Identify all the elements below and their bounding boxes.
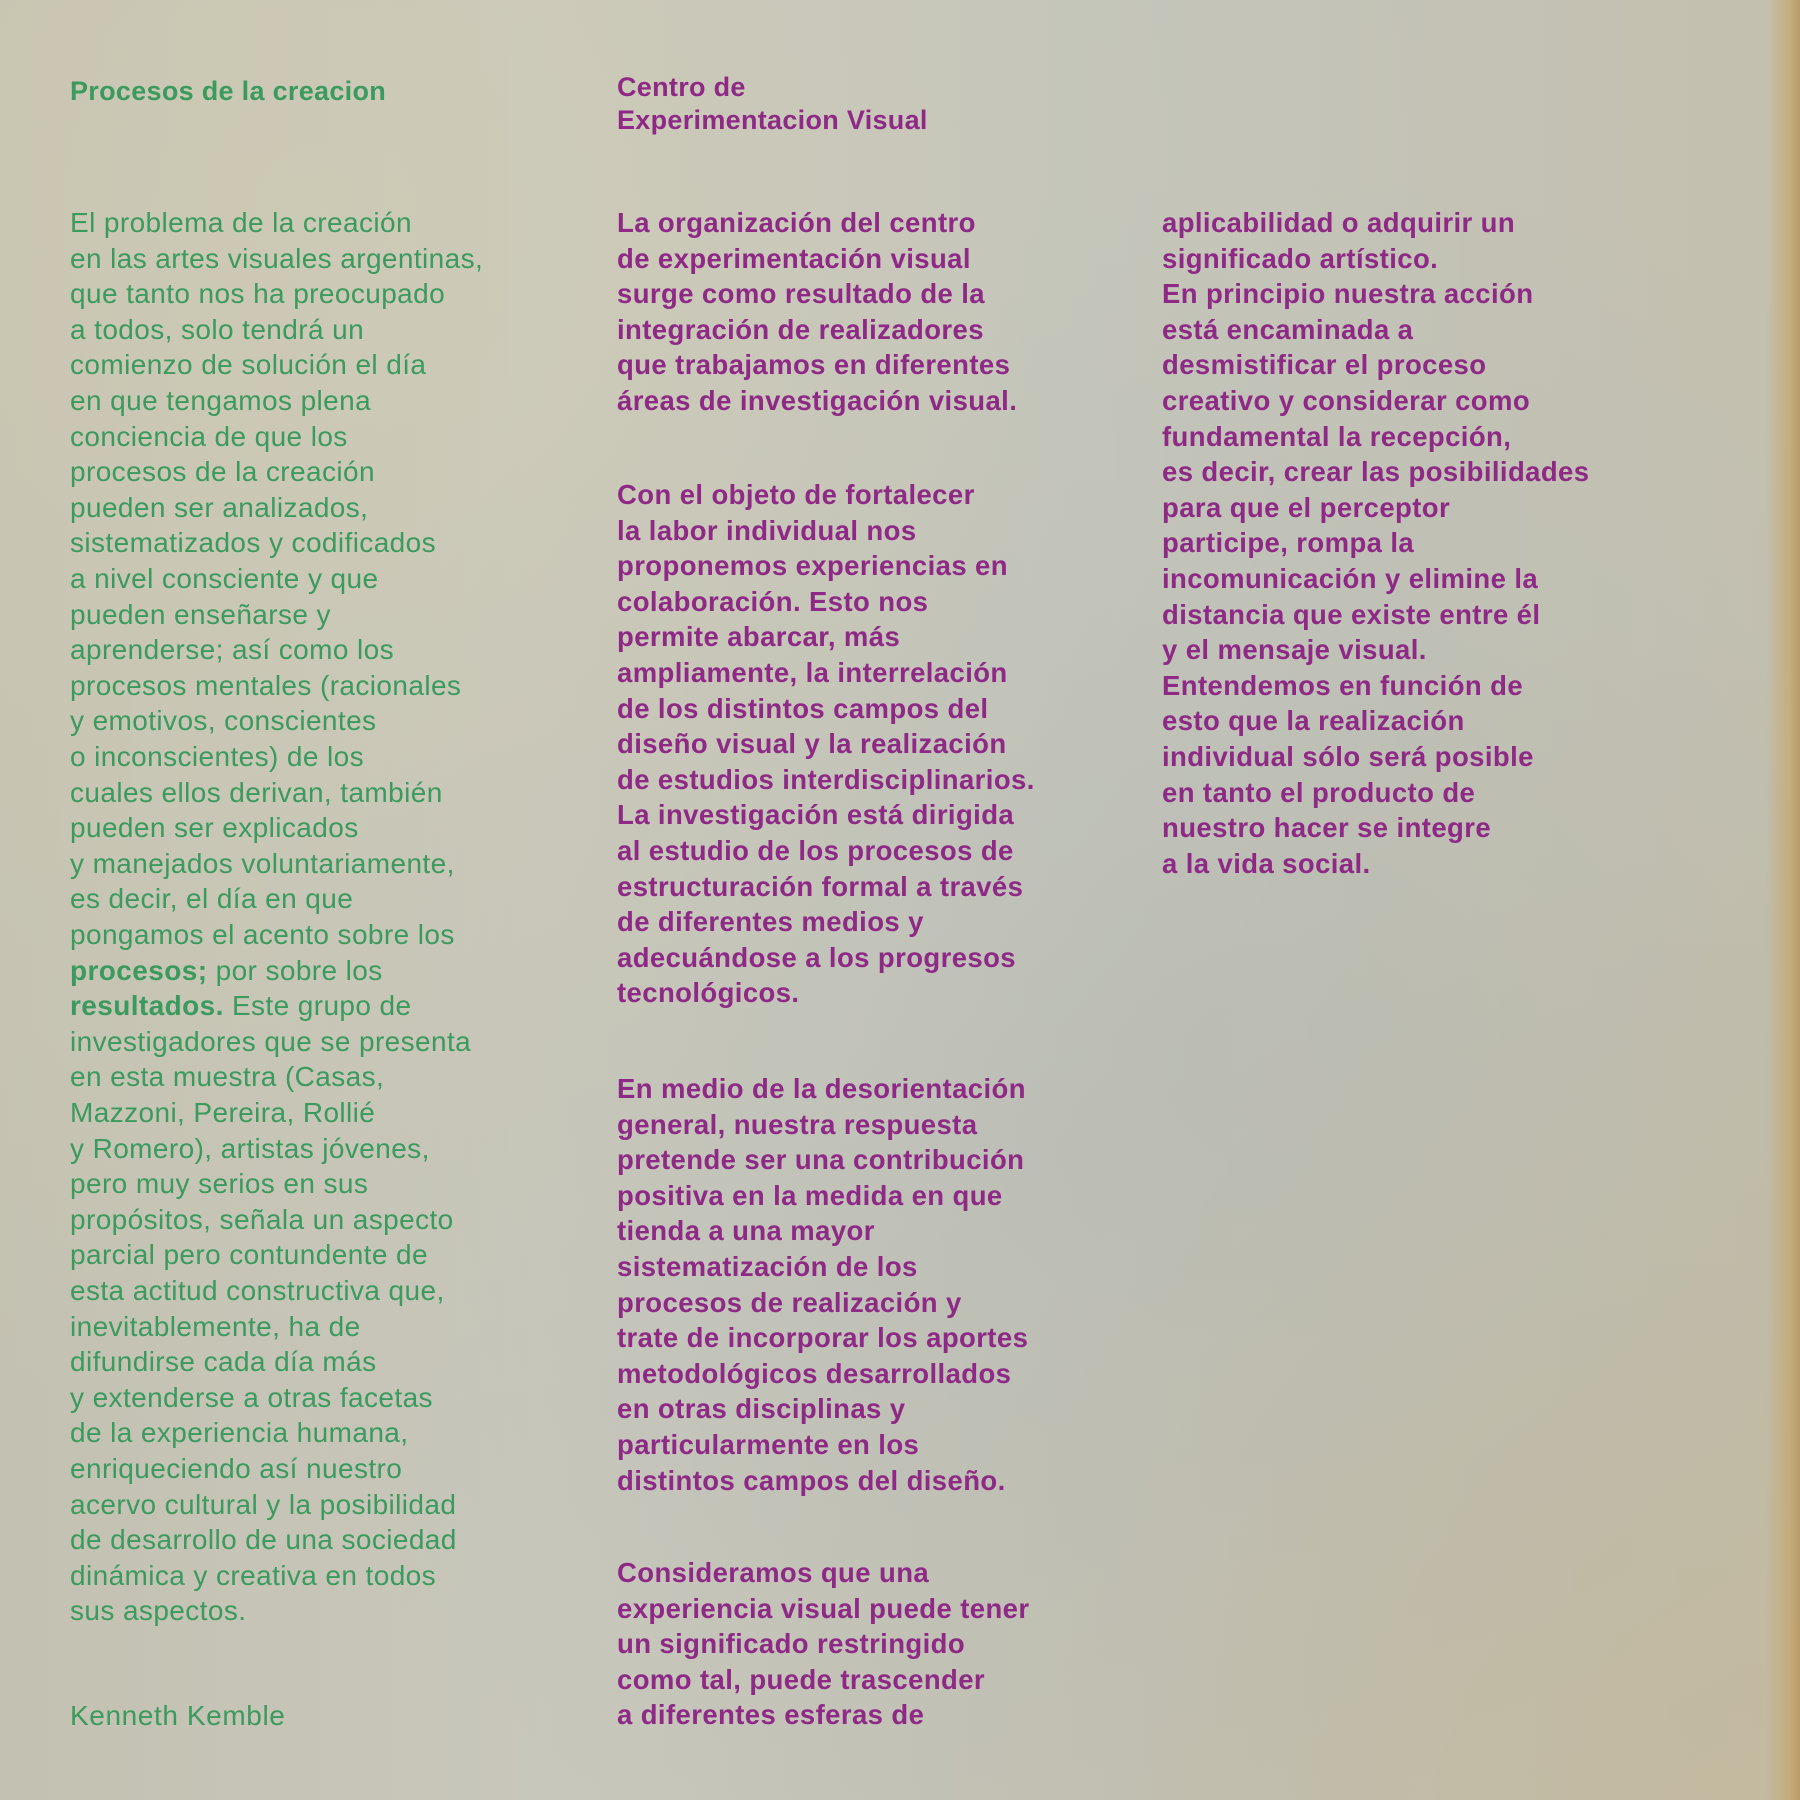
paragraph-3-line: distintos campos del diseño. [617, 1464, 1006, 1496]
body-line: parcial pero contundente de [70, 1239, 428, 1271]
body-line: a la vida social. [1162, 847, 1371, 879]
body-line: nuestro hacer se integre [1162, 812, 1492, 844]
paragraph-2-line: tecnológicos. [617, 977, 800, 1009]
body-line: El problema de la creación [70, 207, 412, 238]
paragraph-3-line: trate de incorporar los aportes [617, 1322, 1029, 1354]
body-line: de la experiencia humana, [70, 1417, 409, 1449]
paragraph-3-line: sistematización de los [617, 1251, 918, 1282]
paragraph-4-line: un significado restringido [617, 1628, 966, 1660]
body-line: participe, rompa la [1162, 527, 1415, 559]
emphasis: procesos; [70, 954, 208, 986]
body-line: es decir, crear las posibilidades [1162, 456, 1590, 488]
body-line: cuales ellos derivan, también [70, 776, 443, 808]
paragraph-3-line: particularmente en los [617, 1429, 920, 1460]
paragraph-2-line: de diferentes medios y [617, 906, 924, 938]
paragraph-3-line: En medio de la desorientación [617, 1073, 1026, 1104]
paragraph-4-line: a diferentes esferas de [617, 1699, 925, 1731]
body-line: investigadores que se presenta [70, 1025, 472, 1057]
paragraph-3-line: general, nuestra respuesta [617, 1108, 978, 1140]
paragraph-4-line: experiencia visual puede tener [617, 1592, 1030, 1624]
body-line: En principio nuestra acción [1162, 278, 1534, 310]
paragraph-2-line: de los distintos campos del [617, 692, 989, 724]
paper-edge [1766, 0, 1800, 1800]
body-line: en tanto el producto de [1162, 776, 1476, 808]
body-line: a todos, solo tendrá un [70, 313, 365, 345]
body-line: y el mensaje visual. [1162, 634, 1427, 666]
emphasis: resultados. [70, 990, 224, 1022]
middle-heading-line2: Experimentacion Visual [617, 105, 928, 135]
middle-heading [617, 71, 928, 137]
body-line: fundamental la recepción, [1162, 420, 1512, 452]
body-line: y emotivos, conscientes [70, 705, 377, 737]
body-line: Entendemos en función de [1162, 669, 1524, 701]
paragraph-1-line: La organización del centro [617, 207, 976, 238]
body-line: desmistificar el proceso [1162, 349, 1487, 381]
body-line: propósitos, señala un aspecto [70, 1203, 454, 1235]
body-line: dinámica y creativa en todos [70, 1559, 437, 1591]
paragraph-3-line: pretende ser una contribución [617, 1144, 1025, 1176]
body-line: individual sólo será posible [1162, 741, 1534, 772]
body-line: pero muy serios en sus [70, 1168, 369, 1200]
left-heading: Procesos de la creacion [70, 76, 387, 106]
body-line: y Romero), artistas jóvenes, [70, 1132, 430, 1164]
paragraph-3-line: tienda a una mayor [617, 1215, 875, 1247]
body-line: en las artes visuales argentinas, [70, 242, 484, 274]
body-line: pueden enseñarse y [70, 598, 331, 630]
body-line: sus aspectos. [70, 1595, 247, 1627]
paragraph-2-line: diseño visual y la realización [617, 728, 1007, 760]
body-line: a nivel consciente y que [70, 563, 379, 594]
body-line: comienzo de solución el día [70, 349, 427, 381]
body-line: distancia que existe entre él [1162, 598, 1541, 630]
paragraph-2-line: ampliamente, la interrelación [617, 657, 1008, 688]
body-line: de desarrollo de una sociedad [70, 1524, 457, 1556]
body-line: Mazzoni, Pereira, Rollié [70, 1097, 376, 1128]
paragraph-1-line: integración de realizadores [617, 313, 984, 345]
paragraph-2-line: proponemos experiencias en [617, 550, 1008, 582]
body-line: es decir, el día en que [70, 883, 354, 915]
paragraph-2-line: colaboración. Esto nos [617, 585, 929, 617]
body-line: en esta muestra (Casas, [70, 1061, 385, 1093]
paragraph-2-line: la labor individual nos [617, 514, 917, 546]
body-line: esta actitud constructiva que, [70, 1275, 445, 1306]
body-line: pongamos el acento sobre los [70, 919, 455, 950]
line-rest: por sobre los [207, 954, 383, 986]
body-line-resultados [70, 989, 412, 1023]
paragraph-2-line: de estudios interdisciplinarios. [617, 763, 1035, 795]
paragraph-2-line: permite abarcar, más [617, 621, 901, 653]
line-rest: Este grupo de [223, 990, 412, 1022]
body-line: creativo y considerar como [1162, 385, 1531, 416]
body-line: esto que la realización [1162, 705, 1465, 737]
body-line: que tanto nos ha preocupado [70, 278, 446, 310]
body-line: acervo cultural y la posibilidad [70, 1488, 457, 1520]
body-line: incomunicación y elimine la [1162, 563, 1539, 594]
body-line: inevitablemente, ha de [70, 1310, 361, 1342]
paragraph-1-line: que trabajamos en diferentes [617, 349, 1011, 381]
paragraph-3-line: positiva en la medida en que [617, 1179, 1003, 1211]
paragraph-2-line: adecuándose a los progresos [617, 941, 1016, 973]
paragraph-1-line: surge como resultado de la [617, 278, 985, 310]
body-line: aprenderse; así como los [70, 634, 394, 666]
body-line: y extenderse a otras facetas [70, 1381, 433, 1413]
body-line: significado artístico. [1162, 242, 1439, 274]
body-line: pueden ser analizados, [70, 491, 369, 523]
body-line: pueden ser explicados [70, 812, 359, 844]
paragraph-1-line: áreas de investigación visual. [617, 385, 1018, 416]
paragraph-2-line: al estudio de los procesos de [617, 835, 1014, 866]
paragraph-4-line: Consideramos que una [617, 1557, 930, 1588]
body-line: sistematizados y codificados [70, 527, 437, 559]
signature: Kenneth Kemble [70, 1700, 286, 1731]
body-line: procesos mentales (racionales [70, 669, 462, 701]
body-line: conciencia de que los [70, 420, 348, 452]
paragraph-3-line: en otras disciplinas y [617, 1393, 906, 1425]
body-line: está encaminada a [1162, 313, 1414, 345]
middle-heading-line1: Centro de [617, 72, 746, 102]
body-line: en que tengamos plena [70, 385, 372, 416]
body-line: para que el perceptor [1162, 491, 1451, 523]
paragraph-2-line: La investigación está dirigida [617, 799, 1015, 831]
paragraph-2-line: estructuración formal a través [617, 870, 1024, 902]
body-line: y manejados voluntariamente, [70, 847, 455, 879]
body-line: o inconscientes) de los [70, 741, 365, 772]
body-line: enriqueciendo así nuestro [70, 1453, 403, 1484]
paragraph-3-line: procesos de realización y [617, 1286, 962, 1318]
body-line: difundirse cada día más [70, 1346, 377, 1378]
paragraph-3-line: metodológicos desarrollados [617, 1357, 1012, 1389]
paragraph-4-line: como tal, puede trascender [617, 1663, 986, 1695]
paragraph-1-line: de experimentación visual [617, 242, 971, 274]
body-line: procesos de la creación [70, 456, 375, 488]
paragraph-2-line: Con el objeto de fortalecer [617, 479, 975, 510]
body-line: aplicabilidad o adquirir un [1162, 207, 1516, 238]
body-line-procesos [70, 954, 383, 988]
